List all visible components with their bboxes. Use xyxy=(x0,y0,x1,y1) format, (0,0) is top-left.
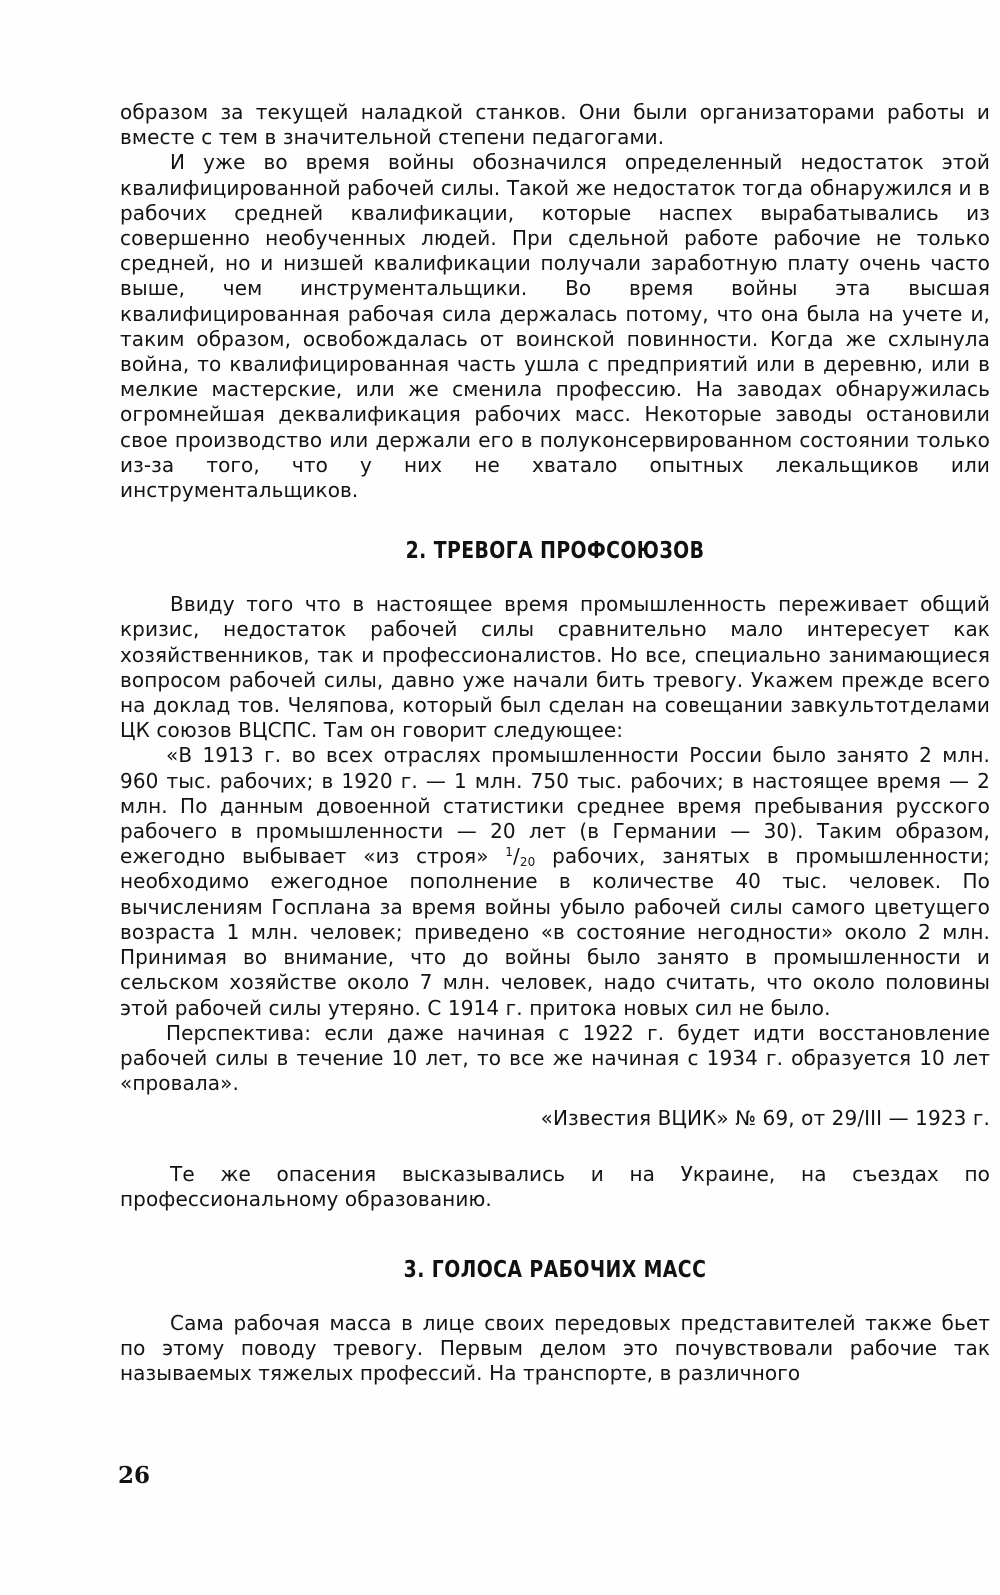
section-2-perspective-paragraph: Перспектива: если даже начиная с 1922 г. будет идти восстановление рабочей силы в течение 10 лет, то все же начиная с 1934 г. образуется 10 лет «провала». xyxy=(120,1020,990,1096)
section-2-heading: 2. ТРЕВОГА ПРОФСОЮЗОВ xyxy=(405,538,705,565)
intro-paragraph-2: И уже во время войны обозначился определенный недостаток этой квалифицированной рабочей силы. Такой же недостаток тогда обнаружился и в рабочих средней квалификации, которые наспех вырабатывались из совершенно необученных людей. При сдельной работе рабочие не только средней, но и низшей квалификации получали заработную плату очень часто выше, чем инструментальщики. Во время войны эта высшая квалифицированная рабочая сила держалась потому, что она была на учете и, таким образом, освобождалась от воинской повинности. Когда же схлынула война, то квалифицированная часть ушла с предприятий или в деревню, или в мелкие мастерские, или же сменила профессию. На заводах обнаружилась огромнейшая деквалификация рабочих масс. Некоторые заводы остановили свое производство или держали его в полуконсервированном состоянии только из-за того, что у них не хватало опытных лекальщиков или инструментальщиков. xyxy=(120,150,991,503)
quote-text-part-1: «В 1913 г. во всех отраслях промышленности России было занято 2 млн. 960 тыс. рабочих; в 1920 г. — 1 млн. 750 тыс. рабочих; в настоящее время — 2 млн. По данным довоенной статистики среднее время пребывания русского рабочего в промышленности — 20 лет (в Германии — 30). Таким образом, ежегодно выбывает «из строя» xyxy=(120,743,990,869)
fraction-denominator: 20 xyxy=(519,855,536,870)
page-content xyxy=(120,100,990,1387)
page-number: 26 xyxy=(118,1462,151,1489)
quote-text-part-2: рабочих, занятых в промышленности; необходимо ежегодное пополнение в количестве 40 тыс. человек. По вычислениям Госплана за время войны убыло рабочей силы самого цветущего возраста 1 млн. человек; приведено «в состояние негодности» около 2 млн. Принимая во внимание, что до войны было занято в промышленности и сельском хозяйстве около 7 млн. человек, надо считать, что около половины этой рабочей силы утеряно. С 1914 г. притока новых сил не было. xyxy=(120,844,990,1020)
section-2-citation: «Известия ВЦИК» № 69, от 29/III — 1923 г. xyxy=(540,1106,990,1131)
section-2-closing-paragraph: Те же опасения высказывались и на Украине, на съездах по профессиональному образованию. xyxy=(120,1161,990,1211)
section-2-quote-paragraph: «В 1913 г. во всех отраслях промышленности России было занято 2 млн. 960 тыс. рабочих; в 1920 г. — 1 млн. 750 тыс. рабочих; в настоящее время — 2 млн. По данным довоенной статистики среднее время пребывания русского рабочего в промышленности — 20 лет (в Германии — 30). Таким образом, ежегодно выбывает «из строя» $^1/_{20}$ рабочих, занятых в промышленности; необходимо ежегодное пополнение в количестве 40 тыс. человек. По вычислениям Госплана за время войны убыло рабочей силы самого цветущего возраста 1 млн. человек; приведено «в состояние негодности» около 2 млн. Принимая во внимание, что до войны было занято в промышленности и сельском хозяйстве около 7 млн. человек, надо считать, что около половины этой рабочей силы утеряно. С 1914 г. притока новых сил не было. xyxy=(120,743,990,1020)
fraction-numerator: 1 xyxy=(505,845,514,860)
intro-paragraph-1: образом за текущей наладкой станков. Они были организаторами работы и вместе с тем в значительной степени педагогами. xyxy=(120,100,990,150)
section-3-heading: 3. ГОЛОСА РАБОЧИХ МАСС xyxy=(403,1256,707,1283)
section-2-intro-paragraph: Ввиду того что в настоящее время промышленность переживает общий кризис, недостаток рабочей силы сравнительно мало интересует как хозяйственников, так и профессионалистов. Но все, специально занимающиеся вопросом рабочей силы, давно уже начали бить тревогу. Укажем прежде всего на доклад тов. Челяпова, который был сделан на совещании завкультотделами ЦК союзов ВЦСПС. Там он говорит следующее: xyxy=(120,592,990,743)
section-3-paragraph: Сама рабочая масса в лице своих передовых представителей также бьет по этому поводу тревогу. Первым делом это почувствовали рабочие так называемых тяжелых профессий. На транспорте, в различного xyxy=(120,1310,990,1386)
